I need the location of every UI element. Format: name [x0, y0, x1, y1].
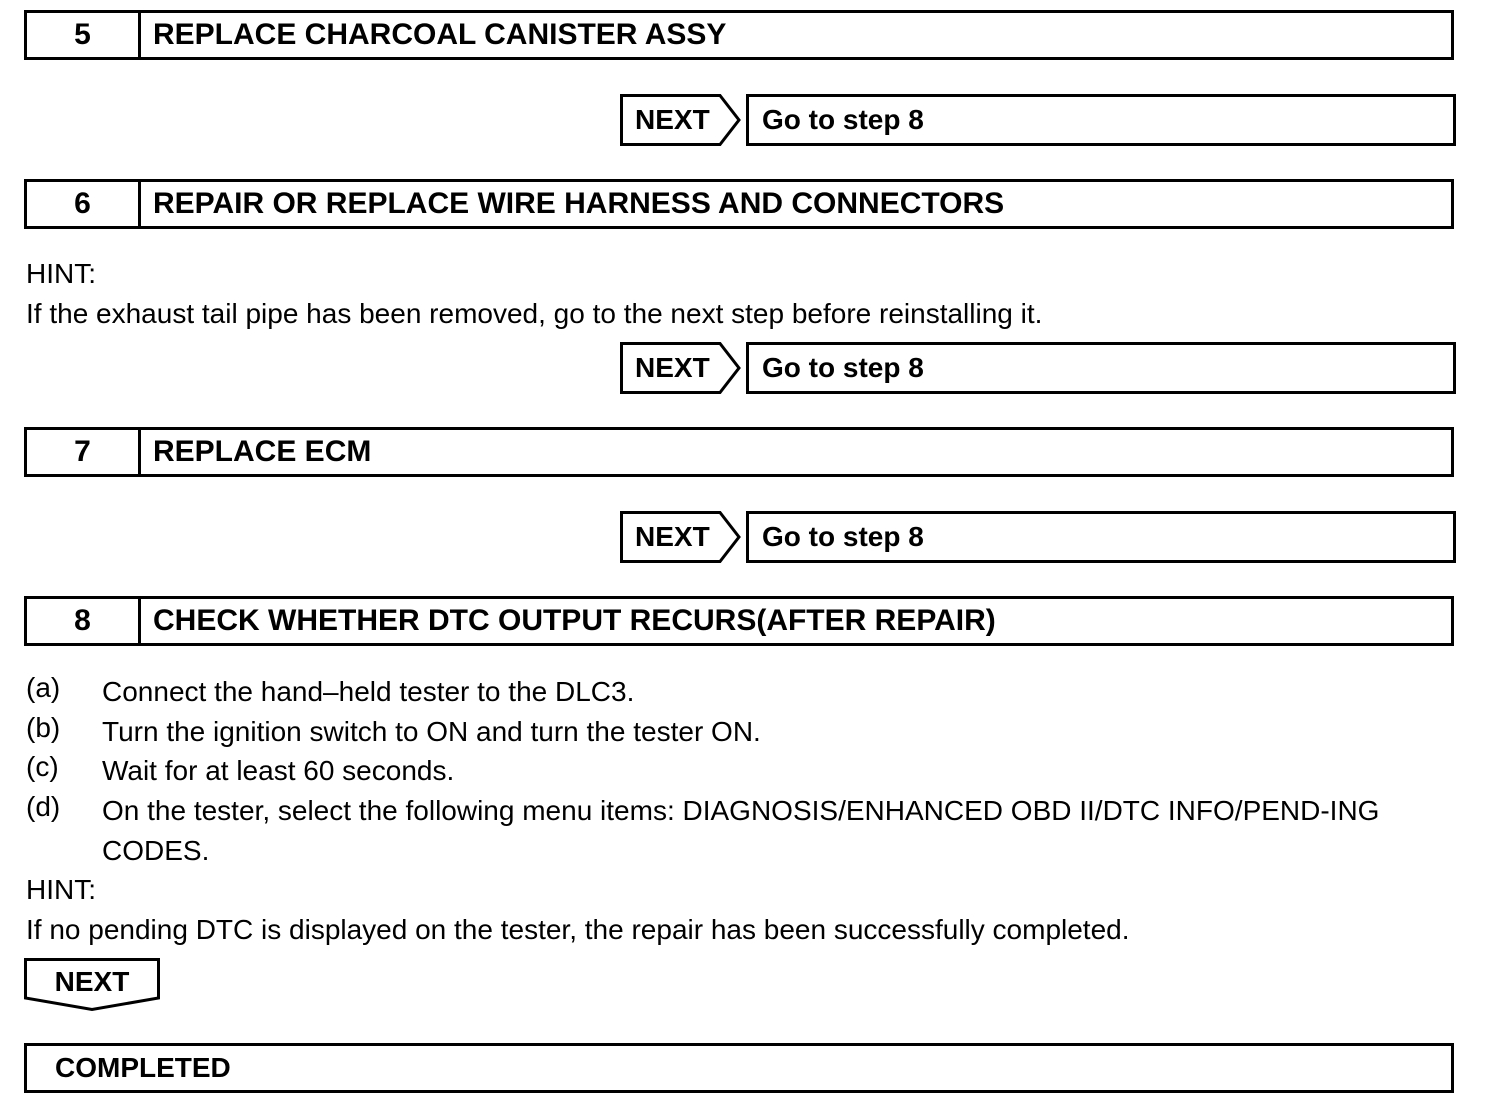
step-number: 8: [27, 599, 141, 643]
next-label: NEXT: [635, 521, 710, 552]
list-marker: (c): [26, 751, 59, 782]
step-title: REPLACE ECM: [153, 435, 372, 468]
list-marker: (b): [26, 712, 61, 743]
goto-step-link[interactable]: Go to step 8: [746, 342, 1456, 394]
hint-text: If the exhaust tail pipe has been removed, go to the next step before reinstalling it.: [26, 298, 1043, 329]
next-label: NEXT: [635, 352, 710, 383]
final-next-button[interactable]: [24, 958, 162, 1012]
next-row: [620, 94, 1456, 146]
list-marker: (d): [26, 791, 61, 822]
list-text: Turn the ignition switch to ON and turn the tester ON.: [102, 716, 761, 747]
step-number: 7: [27, 430, 141, 474]
list-text: Wait for at least 60 seconds.: [102, 755, 455, 786]
step-header-6: [24, 179, 1454, 229]
step-header-7: [24, 427, 1454, 477]
step-header-8: [24, 596, 1454, 646]
goto-step-link[interactable]: Go to step 8: [746, 511, 1456, 563]
goto-step-link[interactable]: Go to step 8: [746, 94, 1456, 146]
next-row: [620, 342, 1456, 394]
next-label: NEXT: [635, 104, 710, 135]
next-arrow-button[interactable]: [620, 511, 742, 563]
next-arrow-button[interactable]: [620, 94, 742, 146]
step-title: REPLACE CHARCOAL CANISTER ASSY: [153, 18, 727, 51]
step-number: 6: [27, 182, 141, 226]
step-title: REPAIR OR REPLACE WIRE HARNESS AND CONNECTORS: [153, 187, 1005, 220]
step-header-5: [24, 10, 1454, 60]
step-number: 5: [27, 13, 141, 57]
next-arrow-button[interactable]: [620, 342, 742, 394]
hint-text: If no pending DTC is displayed on the tester, the repair has been successfully completed.: [26, 914, 1130, 945]
list-marker: (a): [26, 672, 61, 703]
hint-label: HINT:: [26, 258, 96, 289]
list-text: On the tester, select the following menu items: DIAGNOSIS/ENHANCED OBD II/DTC INFO/PEND-ING CODES.: [102, 795, 1380, 866]
next-row: [620, 511, 1456, 563]
hint-label: HINT:: [26, 874, 96, 905]
completed-box: COMPLETED: [24, 1043, 1454, 1093]
list-text: Connect the hand–held tester to the DLC3.: [102, 676, 635, 707]
step-title: CHECK WHETHER DTC OUTPUT RECURS(AFTER REPAIR): [153, 604, 996, 637]
next-label: NEXT: [54, 966, 130, 997]
